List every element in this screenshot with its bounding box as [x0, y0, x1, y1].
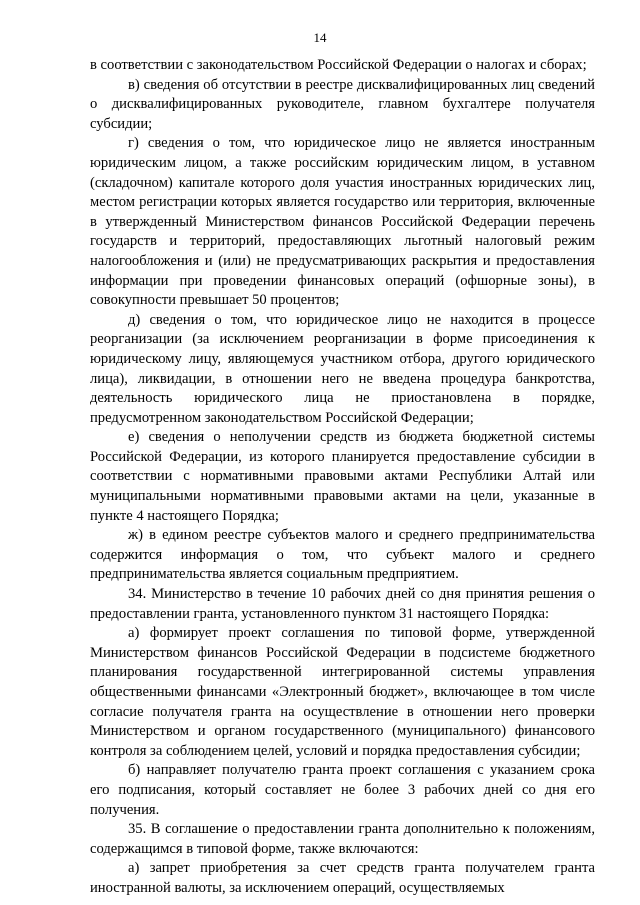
paragraph-item-e: е) сведения о неполучении средств из бюджета бюджетной системы Российской Федерации, из которого планируется предоставление субсидии в соответствии с нормативными правовыми актами Республики Алтай или муниципальными нормативными правовыми актами на цели, указанные в пункте 4 настоящего Порядка;: [90, 429, 595, 524]
paragraph-item-g: г) сведения о том, что юридическое лицо не является иностранным юридическим лицом, а также российским юридическим лицом, в уставном (складочном) капитале которого доля участия иностранных юридических лиц, местом регистрации которых является государство или территория, включенные в утвержденный Министерством финансов Российской Федерации перечень государств и территорий, предоставляющих льготный налоговый режим налогообложения и (или) не предусматривающих раскрытия и предоставления информации при проведении финансовых операций (офшорные зоны), в совокупности превышает 50 процентов;: [90, 135, 595, 309]
paragraph-clause-35: 35. В соглашение о предоставлении гранта дополнительно к положениям, содержащимся в типовой форме, также включаются:: [90, 821, 595, 857]
paragraph-clause-35-a: а) запрет приобретения за счет средств гранта получателем гранта иностранной валюты, за исключением операций, осуществляемых: [90, 860, 595, 896]
paragraph-clause-34-b: б) направляет получателю гранта проект соглашения с указанием срока его подписания, который составляет не более 3 рабочих дней со дня его получения.: [90, 762, 595, 818]
paragraph-item-zh: ж) в едином реестре субъектов малого и среднего предпринимательства содержится информация о том, что субъект малого и среднего предпринимательства является социальным предприятием.: [90, 527, 595, 583]
paragraph-continuation-taxes: в соответствии с законодательством Российской Федерации о налогах и сборах;: [90, 57, 587, 73]
paragraph-clause-34: 34. Министерство в течение 10 рабочих дней со дня принятия решения о предоставлении гранта, установленного пунктом 31 настоящего Порядка:: [90, 586, 595, 622]
page-number: 14: [313, 30, 327, 45]
document-body: [90, 56, 595, 899]
paragraph-item-d: д) сведения о том, что юридическое лицо не находится в процессе реорганизации (за исключением реорганизации в форме присоединения к юридическому лицу, являющемуся участником отбора, другого юридического лица), ликвидации, в отношении него не введена процедура банкротства, деятельность юридического лица не приостановлена в порядке, предусмотренном законодательством Российской Федерации;: [90, 311, 595, 426]
paragraph-clause-34-a: а) формирует проект соглашения по типовой форме, утвержденной Министерством финансов Российской Федерации в подсистеме бюджетного планирования государственной интегрированной системы управления общественными финансами «Электронный бюджет», включающее в том числе согласие получателя гранта на осуществление в отношении него проверки Министерством и органом государственного (муниципального) финансового контроля за соблюдением целей, условий и порядка предоставления субсидии;: [90, 625, 595, 759]
paragraph-item-v: в) сведения об отсутствии в реестре дисквалифицированных лиц сведений о дисквалифицированных руководителе, главном бухгалтере получателя субсидии;: [90, 76, 595, 132]
